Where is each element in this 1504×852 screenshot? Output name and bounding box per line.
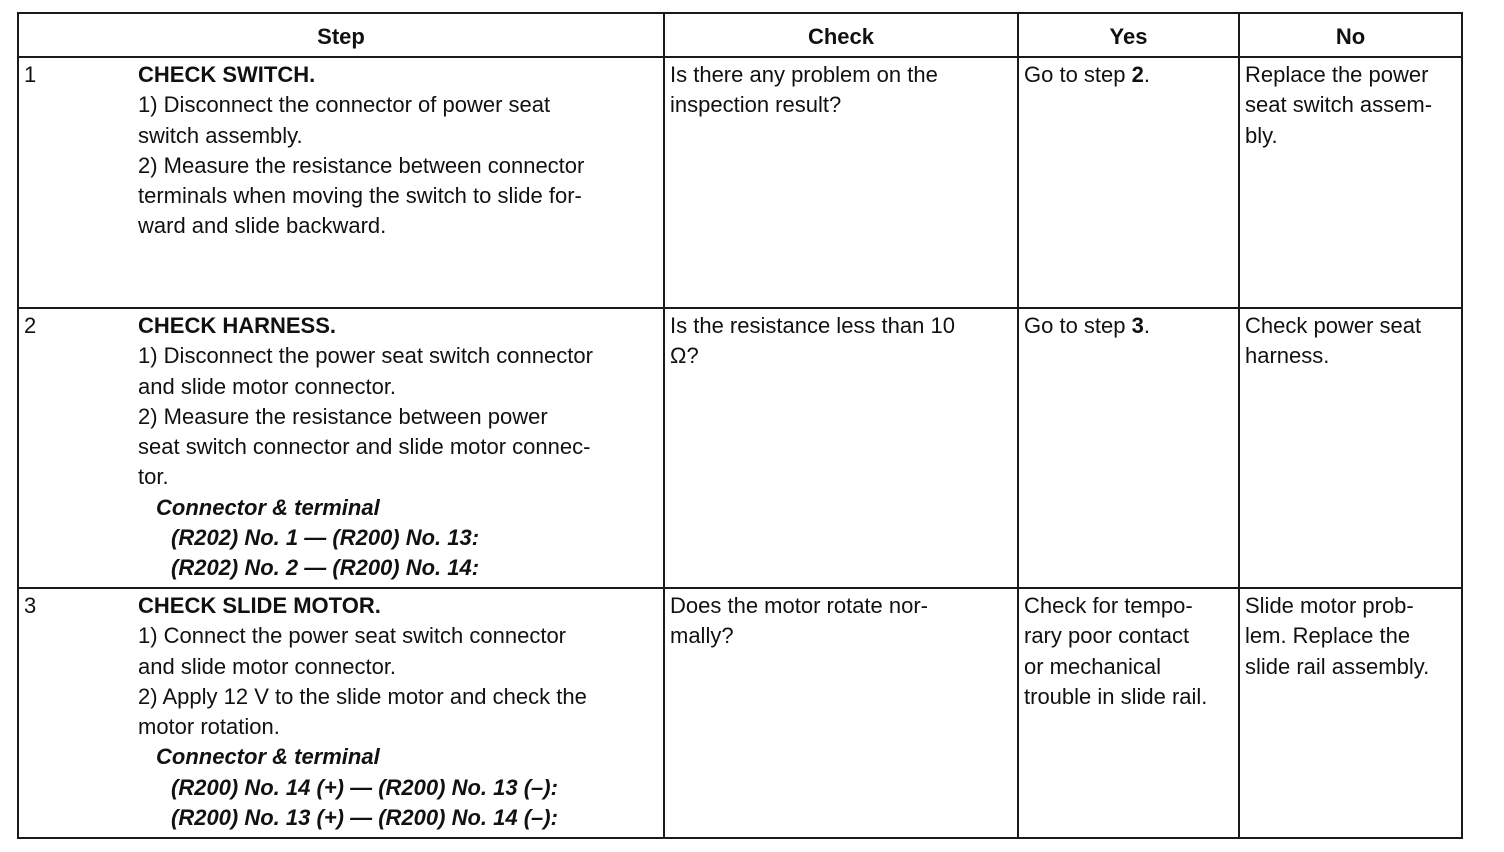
step-line: switch assembly. bbox=[138, 122, 303, 148]
step-line: 2) Apply 12 V to the slide motor and check the bbox=[138, 683, 587, 709]
yes-suffix: . bbox=[1143, 313, 1150, 338]
yes-cell bbox=[1018, 588, 1239, 838]
step-number: 2 bbox=[18, 308, 138, 588]
step-number: 1 bbox=[18, 57, 138, 308]
check-line: Is the resistance less than 10 bbox=[670, 313, 955, 338]
header-no: No bbox=[1239, 13, 1462, 57]
step-line: terminals when moving the switch to slide for- bbox=[138, 183, 582, 209]
header-row bbox=[18, 13, 1462, 57]
yes-cell bbox=[1018, 57, 1239, 308]
connector-terminal-line: (R200) No. 14 (+) — (R200) No. 13 (–): bbox=[171, 774, 558, 800]
step-title: CHECK SLIDE MOTOR. bbox=[138, 593, 381, 618]
no-line: Slide motor prob- bbox=[1245, 593, 1414, 618]
no-cell bbox=[1239, 57, 1462, 308]
no-line: Check power seat bbox=[1245, 313, 1422, 338]
step-description bbox=[138, 588, 664, 838]
step-description bbox=[138, 57, 664, 308]
no-line: slide rail assembly. bbox=[1245, 653, 1430, 679]
yes-prefix: Go to step bbox=[1024, 62, 1132, 87]
header-step: Step bbox=[18, 13, 664, 57]
yes-line: Check for tempo- bbox=[1024, 593, 1193, 618]
no-line: harness. bbox=[1245, 343, 1330, 369]
no-cell bbox=[1239, 308, 1462, 588]
yes-line: trouble in slide rail. bbox=[1024, 683, 1208, 709]
yes-step-number: 2 bbox=[1131, 62, 1144, 87]
header-yes: Yes bbox=[1018, 13, 1239, 57]
no-cell bbox=[1239, 588, 1462, 838]
step-line: 1) Disconnect the power seat switch connector bbox=[138, 343, 593, 369]
step-line: and slide motor connector. bbox=[138, 653, 397, 679]
check-cell bbox=[664, 57, 1018, 308]
check-cell bbox=[664, 308, 1018, 588]
yes-step-number: 3 bbox=[1131, 313, 1144, 338]
step-description bbox=[138, 308, 664, 588]
step-number: 3 bbox=[18, 588, 138, 838]
step-line: 1) Connect the power seat switch connector bbox=[138, 623, 567, 649]
connector-terminal-label: Connector & terminal bbox=[156, 494, 380, 520]
step-line: seat switch connector and slide motor connec- bbox=[138, 434, 591, 460]
check-line: Is there any problem on the bbox=[670, 62, 938, 87]
check-line: Ω? bbox=[670, 343, 699, 369]
check-line: mally? bbox=[670, 623, 734, 649]
step-title: CHECK HARNESS. bbox=[138, 313, 337, 338]
table-row bbox=[18, 588, 1462, 838]
header-check: Check bbox=[664, 13, 1018, 57]
step-line: 2) Measure the resistance between power bbox=[138, 403, 548, 429]
connector-terminal-line: (R202) No. 1 — (R200) No. 13: bbox=[171, 525, 480, 551]
step-line: tor. bbox=[138, 464, 169, 490]
yes-prefix: Go to step bbox=[1024, 313, 1132, 338]
step-line: and slide motor connector. bbox=[138, 373, 397, 399]
yes-line: rary poor contact bbox=[1024, 623, 1190, 649]
step-line: 2) Measure the resistance between connector bbox=[138, 152, 585, 178]
step-line: 1) Disconnect the connector of power seat bbox=[138, 92, 551, 118]
connector-terminal-line: (R202) No. 2 — (R200) No. 14: bbox=[171, 555, 480, 581]
yes-cell bbox=[1018, 308, 1239, 588]
no-line: bly. bbox=[1245, 122, 1278, 148]
no-line: lem. Replace the bbox=[1245, 623, 1411, 649]
step-line: motor rotation. bbox=[138, 714, 280, 740]
table-row bbox=[18, 308, 1462, 588]
step-title: CHECK SWITCH. bbox=[138, 62, 316, 87]
table-row bbox=[18, 57, 1462, 308]
check-line: inspection result? bbox=[670, 92, 842, 118]
check-cell bbox=[664, 588, 1018, 838]
step-line: ward and slide backward. bbox=[138, 213, 387, 239]
no-line: Replace the power bbox=[1245, 62, 1429, 87]
no-line: seat switch assem- bbox=[1245, 92, 1433, 118]
connector-terminal-line: (R200) No. 13 (+) — (R200) No. 14 (–): bbox=[171, 805, 558, 831]
connector-terminal-label: Connector & terminal bbox=[156, 744, 380, 770]
check-line: Does the motor rotate nor- bbox=[670, 593, 929, 618]
diagnostic-table bbox=[17, 12, 1463, 839]
yes-suffix: . bbox=[1143, 62, 1150, 87]
yes-line: or mechanical bbox=[1024, 653, 1161, 679]
